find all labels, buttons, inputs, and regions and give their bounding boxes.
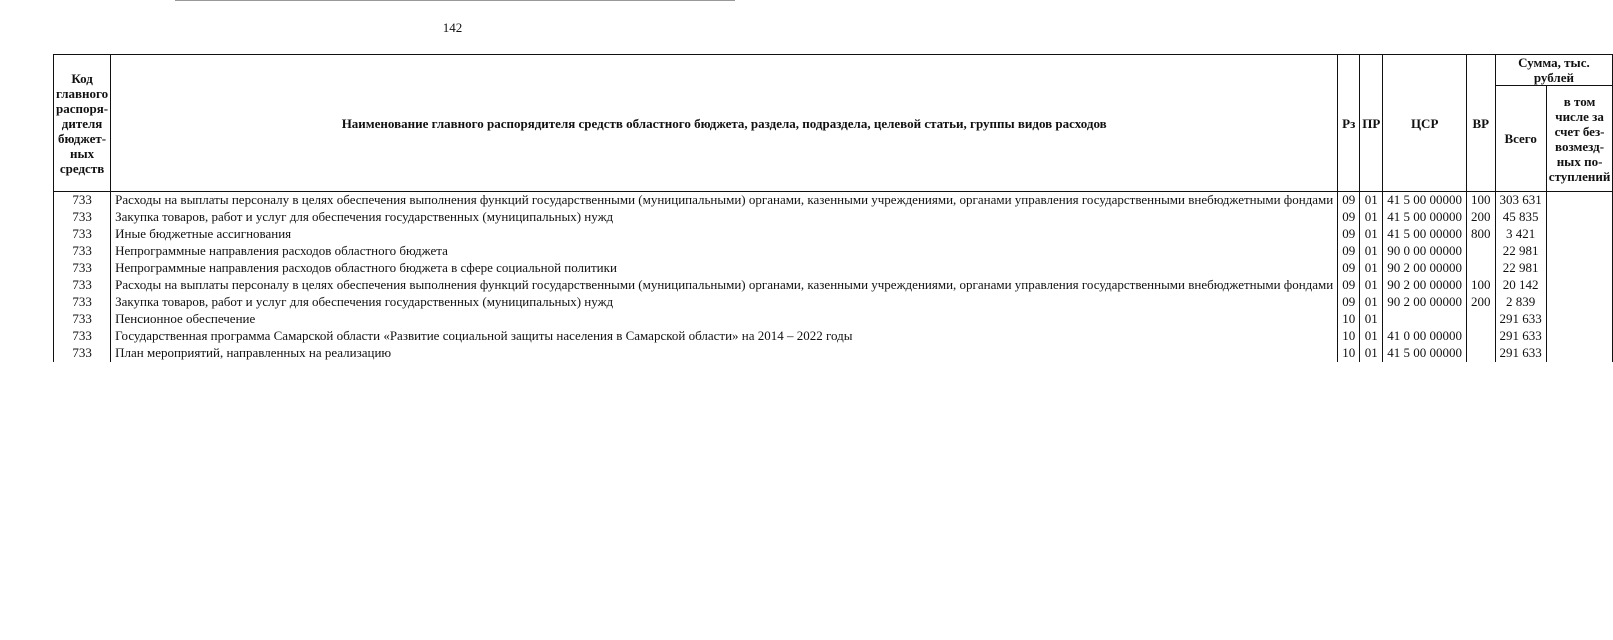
cell-pr: 01	[1360, 192, 1383, 210]
cell-rz: 09	[1338, 277, 1360, 294]
cell-rz: 10	[1338, 311, 1360, 328]
cell-vr: 800	[1467, 226, 1496, 243]
cell-free	[1546, 311, 1613, 328]
header-rz: Рз	[1338, 55, 1360, 192]
cell-total: 291 633	[1495, 345, 1546, 362]
cell-name: План мероприятий, направленных на реализацию	[111, 345, 1338, 362]
cell-total: 2 839	[1495, 294, 1546, 311]
cell-name: Пенсионное обеспечение	[111, 311, 1338, 328]
table-row	[54, 277, 1613, 294]
table-body	[54, 192, 1613, 363]
header-total: Всего	[1495, 86, 1546, 192]
cell-kod: 733	[54, 209, 111, 226]
table-row	[54, 243, 1613, 260]
cell-total: 45 835	[1495, 209, 1546, 226]
table-row	[54, 328, 1613, 345]
cell-vr: 100	[1467, 192, 1496, 210]
cell-vr: 200	[1467, 209, 1496, 226]
cell-name: Иные бюджетные ассигнования	[111, 226, 1338, 243]
table-row	[54, 226, 1613, 243]
cell-rz: 09	[1338, 243, 1360, 260]
cell-csr: 41 5 00 00000	[1383, 209, 1467, 226]
cell-free	[1546, 345, 1613, 362]
cell-kod: 733	[54, 328, 111, 345]
header-pr: ПР	[1360, 55, 1383, 192]
cell-total: 3 421	[1495, 226, 1546, 243]
cell-csr: 90 2 00 00000	[1383, 277, 1467, 294]
cell-total: 22 981	[1495, 260, 1546, 277]
cell-pr: 01	[1360, 226, 1383, 243]
cell-kod: 733	[54, 345, 111, 362]
cell-vr	[1467, 311, 1496, 328]
header-name: Наименование главного распорядителя средств областного бюджета, раздела, подраздела, целевой статьи, группы видов расходов	[111, 55, 1338, 192]
header-sum: Сумма, тыс. рублей	[1495, 55, 1613, 86]
cell-pr: 01	[1360, 311, 1383, 328]
table-row	[54, 311, 1613, 328]
table-row	[54, 192, 1613, 210]
header-free: в том числе за счет без- возмезд- ных по- ступлений	[1546, 86, 1613, 192]
cell-csr: 41 5 00 00000	[1383, 226, 1467, 243]
cell-total: 303 631	[1495, 192, 1546, 210]
cell-kod: 733	[54, 277, 111, 294]
cell-total: 291 633	[1495, 328, 1546, 345]
cell-kod: 733	[54, 294, 111, 311]
cell-name: Закупка товаров, работ и услуг для обеспечения государственных (муниципальных) нужд	[111, 294, 1338, 311]
cell-pr: 01	[1360, 209, 1383, 226]
cell-kod: 733	[54, 192, 111, 210]
cell-kod: 733	[54, 260, 111, 277]
cell-total: 291 633	[1495, 311, 1546, 328]
cell-rz: 09	[1338, 294, 1360, 311]
page-number: 142	[442, 20, 463, 35]
cell-free	[1546, 294, 1613, 311]
cell-pr: 01	[1360, 277, 1383, 294]
cell-pr: 01	[1360, 243, 1383, 260]
cell-free	[1546, 226, 1613, 243]
table-row	[54, 294, 1613, 311]
cell-pr: 01	[1360, 294, 1383, 311]
cell-pr: 01	[1360, 260, 1383, 277]
table-header	[54, 55, 1613, 192]
cell-csr: 90 0 00 00000	[1383, 243, 1467, 260]
cell-pr: 01	[1360, 328, 1383, 345]
cell-total: 22 981	[1495, 243, 1546, 260]
cell-free	[1546, 192, 1613, 210]
cell-rz: 09	[1338, 192, 1360, 210]
cell-name: Непрограммные направления расходов областного бюджета	[111, 243, 1338, 260]
table-row	[54, 260, 1613, 277]
cell-name: Непрограммные направления расходов областного бюджета в сфере социальной политики	[111, 260, 1338, 277]
cell-name: Расходы на выплаты персоналу в целях обеспечения выполнения функций государственными (муниципальными) органами, казенными учреждениями, органами управления государственными внебюджетными фондами	[111, 192, 1338, 210]
scan-top-rule	[175, 0, 735, 1]
cell-free	[1546, 260, 1613, 277]
cell-rz: 10	[1338, 328, 1360, 345]
cell-name: Государственная программа Самарской области «Развитие социальной защиты населения в Самарской области» на 2014 – 2022 годы	[111, 328, 1338, 345]
cell-vr: 200	[1467, 294, 1496, 311]
cell-vr	[1467, 328, 1496, 345]
cell-free	[1546, 243, 1613, 260]
cell-free	[1546, 277, 1613, 294]
cell-csr: 41 0 00 00000	[1383, 328, 1467, 345]
cell-vr	[1467, 260, 1496, 277]
cell-rz: 09	[1338, 260, 1360, 277]
header-kod: Код главного распоря- дителя бюджет- ных средств	[54, 55, 111, 192]
cell-rz: 10	[1338, 345, 1360, 362]
table-row	[54, 209, 1613, 226]
cell-total: 20 142	[1495, 277, 1546, 294]
cell-vr: 100	[1467, 277, 1496, 294]
cell-name: Закупка товаров, работ и услуг для обеспечения государственных (муниципальных) нужд	[111, 209, 1338, 226]
cell-csr: 41 5 00 00000	[1383, 192, 1467, 210]
cell-vr	[1467, 243, 1496, 260]
header-csr: ЦСР	[1383, 55, 1467, 192]
table-row	[54, 345, 1613, 362]
cell-pr: 01	[1360, 345, 1383, 362]
cell-free	[1546, 328, 1613, 345]
cell-csr: 90 2 00 00000	[1383, 294, 1467, 311]
budget-table	[53, 54, 1613, 362]
cell-name: Расходы на выплаты персоналу в целях обеспечения выполнения функций государственными (муниципальными) органами, казенными учреждениями, органами управления государственными внебюджетными фондами	[111, 277, 1338, 294]
cell-kod: 733	[54, 226, 111, 243]
cell-csr	[1383, 311, 1467, 328]
cell-kod: 733	[54, 243, 111, 260]
cell-rz: 09	[1338, 226, 1360, 243]
cell-rz: 09	[1338, 209, 1360, 226]
cell-kod: 733	[54, 311, 111, 328]
header-vr: ВР	[1467, 55, 1496, 192]
cell-free	[1546, 209, 1613, 226]
cell-csr: 41 5 00 00000	[1383, 345, 1467, 362]
cell-vr	[1467, 345, 1496, 362]
cell-csr: 90 2 00 00000	[1383, 260, 1467, 277]
